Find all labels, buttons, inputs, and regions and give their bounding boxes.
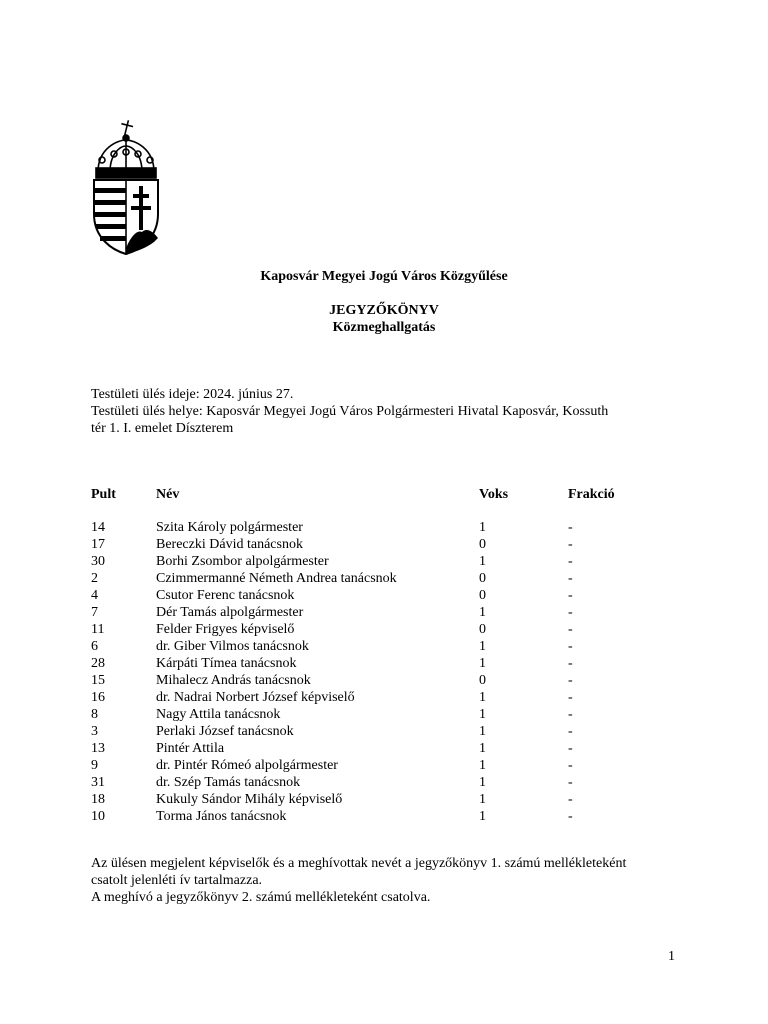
hungarian-coat-of-arms-icon [88, 118, 172, 258]
table-row [91, 655, 691, 672]
table-row [91, 757, 691, 774]
cell-nev: Perlaki József tanácsnok [156, 724, 294, 739]
table-row [91, 723, 691, 740]
attachments-line-1: Az ülésen megjelent képviselők és a meghívottak nevét a jegyzőkönyv 1. számú mellékleteként [91, 856, 627, 871]
document-title: JEGYZŐKÖNYV [329, 303, 439, 318]
cell-voks: 1 [479, 724, 486, 739]
meeting-location: Testületi ülés helye: Kaposvár Megyei Jogú Város Polgármesteri Hivatal Kaposvár, Kossuth [91, 404, 609, 419]
cell-pult: 16 [91, 690, 105, 705]
cell-pult: 11 [91, 622, 105, 637]
table-row [91, 638, 691, 655]
cell-pult: 8 [91, 707, 98, 722]
cell-voks: 0 [479, 673, 486, 688]
cell-frakcio: - [568, 809, 573, 824]
cell-frakcio: - [568, 622, 573, 637]
cell-pult: 28 [91, 656, 105, 671]
table-row [91, 672, 691, 689]
cell-frakcio: - [568, 758, 573, 773]
table-row [91, 519, 691, 536]
cell-nev: dr. Nadrai Norbert József képviselő [156, 690, 355, 705]
cell-voks: 0 [479, 622, 486, 637]
table-row [91, 621, 691, 638]
cell-nev: Szita Károly polgármester [156, 520, 303, 535]
cell-voks: 1 [479, 775, 486, 790]
attendance-table [91, 486, 691, 825]
header-frakcio: Frakció [568, 487, 615, 502]
cell-frakcio: - [568, 673, 573, 688]
cell-pult: 18 [91, 792, 105, 807]
cell-pult: 10 [91, 809, 105, 824]
cell-nev: Kárpáti Tímea tanácsnok [156, 656, 297, 671]
table-row [91, 587, 691, 604]
cell-nev: Borhi Zsombor alpolgármester [156, 554, 329, 569]
cell-pult: 14 [91, 520, 105, 535]
header-nev: Név [156, 487, 180, 502]
cell-frakcio: - [568, 656, 573, 671]
cell-pult: 6 [91, 639, 98, 654]
cell-voks: 1 [479, 554, 486, 569]
cell-frakcio: - [568, 537, 573, 552]
meeting-info [91, 386, 681, 437]
table-row [91, 570, 691, 587]
cell-voks: 0 [479, 588, 486, 603]
organization-name: Kaposvár Megyei Jogú Város Közgyűlése [260, 269, 508, 284]
table-row [91, 706, 691, 723]
cell-pult: 2 [91, 571, 98, 586]
meeting-location-cont: tér 1. I. emelet Díszterem [91, 421, 234, 436]
cell-pult: 9 [91, 758, 98, 773]
cell-frakcio: - [568, 741, 573, 756]
attachments-line-3: A meghívó a jegyzőkönyv 2. számú mellékleteként csatolva. [91, 890, 431, 905]
cell-pult: 7 [91, 605, 98, 620]
cell-frakcio: - [568, 520, 573, 535]
header-pult: Pult [91, 487, 116, 502]
cell-pult: 17 [91, 537, 105, 552]
table-row [91, 808, 691, 825]
cell-voks: 1 [479, 656, 486, 671]
cell-nev: dr. Giber Vilmos tanácsnok [156, 639, 309, 654]
cell-voks: 1 [479, 605, 486, 620]
page-number: 1 [668, 949, 675, 964]
cell-nev: Czimmermanné Németh Andrea tanácsnok [156, 571, 397, 586]
table-row [91, 536, 691, 553]
meeting-date: Testületi ülés ideje: 2024. június 27. [91, 387, 294, 402]
cell-nev: Felder Frigyes képviselő [156, 622, 295, 637]
cell-voks: 1 [479, 520, 486, 535]
cell-pult: 4 [91, 588, 98, 603]
cell-nev: Bereczki Dávid tanácsnok [156, 537, 303, 552]
cell-frakcio: - [568, 571, 573, 586]
cell-nev: Mihalecz András tanácsnok [156, 673, 311, 688]
cell-voks: 1 [479, 741, 486, 756]
table-row [91, 774, 691, 791]
cell-nev: Csutor Ferenc tanácsnok [156, 588, 295, 603]
cell-voks: 1 [479, 707, 486, 722]
cell-nev: Torma János tanácsnok [156, 809, 287, 824]
cell-nev: dr. Pintér Rómeó alpolgármester [156, 758, 338, 773]
cell-pult: 13 [91, 741, 105, 756]
table-row [91, 553, 691, 570]
cell-frakcio: - [568, 792, 573, 807]
table-row [91, 604, 691, 621]
cell-nev: Dér Tamás alpolgármester [156, 605, 304, 620]
cell-voks: 1 [479, 758, 486, 773]
document-subtitle: Közmeghallgatás [332, 320, 436, 335]
cell-voks: 0 [479, 571, 486, 586]
cell-voks: 1 [479, 809, 486, 824]
table-row [91, 689, 691, 706]
cell-nev: Nagy Attila tanácsnok [156, 707, 281, 722]
cell-frakcio: - [568, 639, 573, 654]
cell-voks: 1 [479, 690, 486, 705]
cell-nev: Pintér Attila [156, 741, 225, 756]
cell-voks: 1 [479, 792, 486, 807]
table-row [91, 791, 691, 808]
cell-nev: Kukuly Sándor Mihály képviselő [156, 792, 343, 807]
cell-frakcio: - [568, 724, 573, 739]
cell-frakcio: - [568, 554, 573, 569]
table-row [91, 740, 691, 757]
cell-pult: 15 [91, 673, 105, 688]
cell-voks: 0 [479, 537, 486, 552]
cell-pult: 30 [91, 554, 105, 569]
cell-nev: dr. Szép Tamás tanácsnok [156, 775, 301, 790]
cell-frakcio: - [568, 707, 573, 722]
attachments-line-2: csatolt jelenléti ív tartalmazza. [91, 873, 263, 888]
cell-pult: 3 [91, 724, 98, 739]
cell-frakcio: - [568, 605, 573, 620]
cell-pult: 31 [91, 775, 105, 790]
cell-voks: 1 [479, 639, 486, 654]
cell-frakcio: - [568, 775, 573, 790]
table-header [91, 486, 691, 503]
header-voks: Voks [479, 487, 509, 502]
cell-frakcio: - [568, 690, 573, 705]
cell-frakcio: - [568, 588, 573, 603]
attachments-note [91, 855, 711, 906]
